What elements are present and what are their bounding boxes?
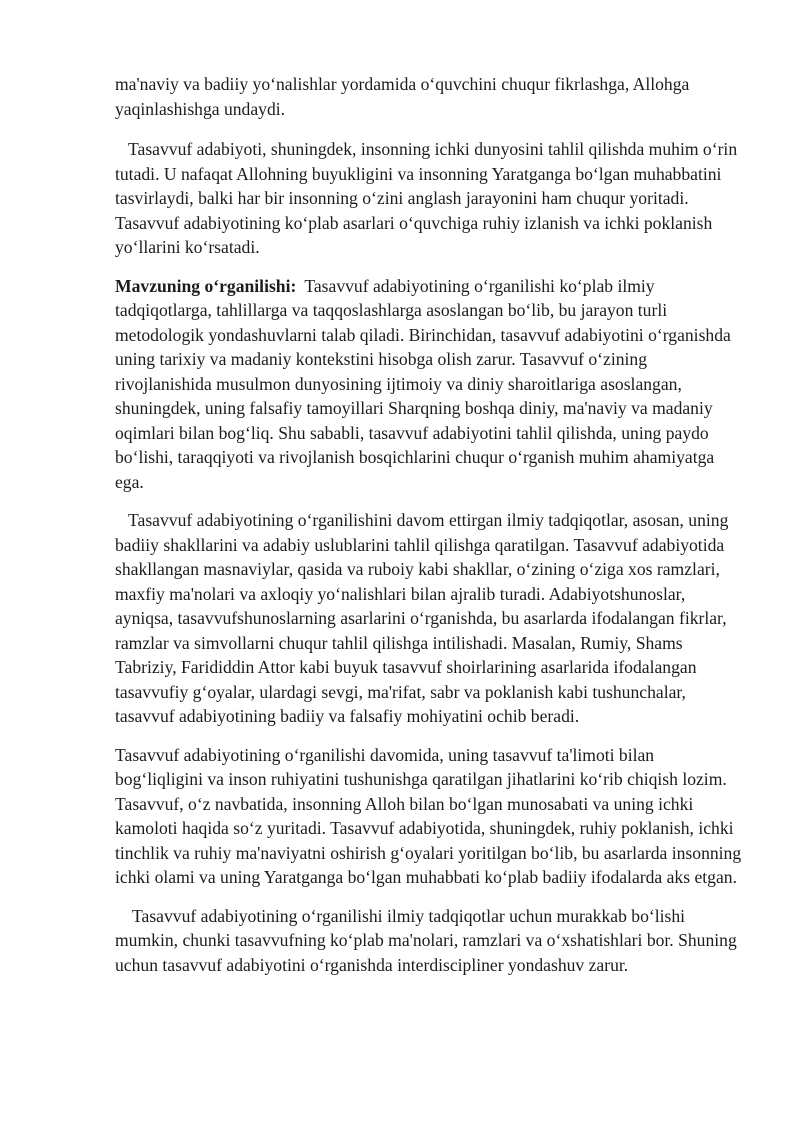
document-page [115, 72, 745, 977]
paragraph-artistic-forms: Tasavvuf adabiyotining oʻrganilishini davom ettirgan ilmiy tadqiqotlar, asosan, uning badiiy shakllarini va adabiy uslublarini tahlil qilishga qaratilgan. Tasavvuf adabiyotida shakllangan masnaviylar, qasida va ruboiy kabi shakllar, oʻzining oʻziga xos ramzlari, maxfiy ma'nolari va axloqiy yoʻnalishlari bilan ajralib turadi. Adabiyotshunoslar, ayniqsa, tasavvufshunoslarning asarlarini oʻrganishda, bu asarlarda ifodalangan fikrlar, ramzlar va simvollarni chuqur tahlil qilishga intilishadi. Masalan, Rumiy, Shams Tabriziy, Farididdin Attor kabi buyuk tasavvuf shoirlarining asarlarida ifodalangan tasavvufiy gʻoyalar, ulardagi sevgi, ma'rifat, sabr va poklanish kabi tushunchalar, tasavvuf adabiyotining badiiy va falsafiy mohiyatini ochib beradi. [115, 510, 729, 726]
paragraph-continuation: ma'naviy va badiiy yoʻnalishlar yordamida oʻquvchini chuqur fikrlashga, Allohga yaqinlashishga undaydi. [115, 74, 690, 119]
paragraph-tasavvuf-teaching: Tasavvuf adabiyotining oʻrganilishi davomida, uning tasavvuf ta'limoti bilan bogʻliqligini va inson ruhiyatini tushunishga qaratilgan jihatlarini koʻrib chiqish lozim. Tasavvuf, oʻz navbatida, insonning Alloh bilan boʻlgan munosabati va uning ichki kamoloti haqida soʻz yuritadi. Tasavvuf adabiyotida, shuningdek, ruhiy poklanish, ichki tinchlik va ruhiy ma'naviyatni oshirish gʻoyalari yoritilgan boʻlib, bu asarlarda insonning ichki olami va uning Yaratganga boʻlgan muhabbati koʻplab badiiy ifodalarda aks etgan. [115, 744, 742, 887]
paragraph-tasavvuf-inner-world: Tasavvuf adabiyoti, shuningdek, insonning ichki dunyosini tahlil qilishda muhim oʻrin tutadi. U nafaqat Allohning buyukligini va insonning Yaratganga boʻlgan muhabbatini tasvirlaydi, balki har bir insonning oʻzini anglash jarayonini ham chuqur yoritadi. Tasavvuf adabiyotining koʻplab asarlari oʻquvchiga ruhiy izlanish va ichki poklanish yoʻllarini koʻrsatadi. [115, 139, 738, 257]
paragraph-study-of-topic-text: Tasavvuf adabiyotining oʻrganilishi koʻplab ilmiy tadqiqotlarga, tahlillarga va taqqoslashlarga asoslangan boʻlib, bu jarayon turli metodologik yondashuvlarni talab qiladi. Birinchidan, tasavvuf adabiyotini oʻrganishda uning tarixiy va madaniy kontekstini hisobga olish zarur. Tasavvuf oʻzining rivojlanishida musulmon dunyosining ijtimoiy va diniy sharoitlariga asoslangan, shuningdek, uning falsafiy tamoyillari Sharqning boshqa diniy, ma'naviy va madaniy oqimlari bilan bogʻliq. Shu sababli, tasavvuf adabiyotini tahlil qilishda, uning paydo boʻlishi, taraqqiyoti va rivojlanish bosqichlarini chuqur oʻrganish muhim ahamiyatga ega. [115, 275, 731, 492]
section-heading: Mavzuning oʻrganilishi: [115, 275, 297, 296]
paragraph-interdisciplinary: Tasavvuf adabiyotining oʻrganilishi ilmiy tadqiqotlar uchun murakkab boʻlishi mumkin, chunki tasavvufning koʻplab ma'nolari, ramzlari va oʻxshatishlari bor. Shuning uchun tasavvuf adabiyotini oʻrganishda interdiscipliner yondashuv zarur. [115, 905, 737, 975]
paragraph-study-of-topic [115, 274, 745, 495]
